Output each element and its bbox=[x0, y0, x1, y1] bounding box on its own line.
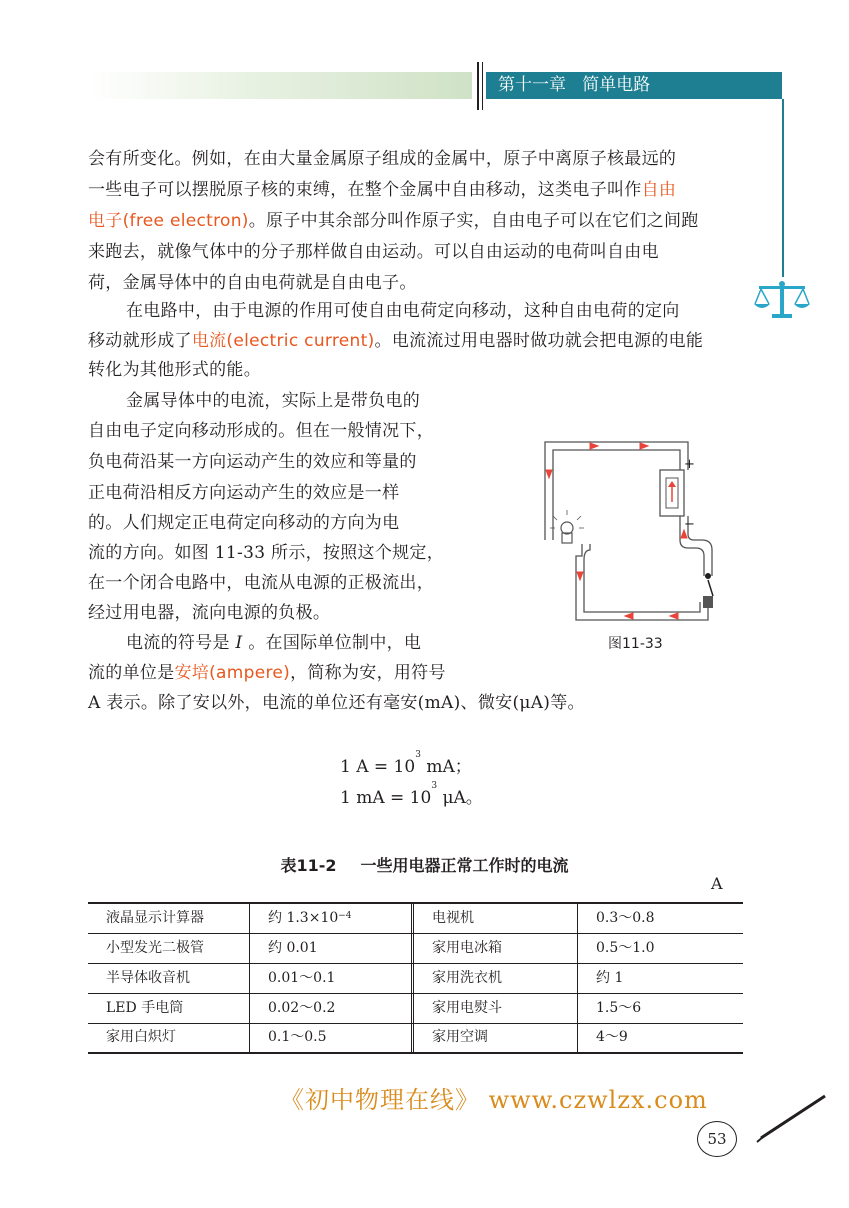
figure-caption: 图11-33 bbox=[608, 636, 663, 652]
text-span: 。在国际单位制中，电 bbox=[242, 633, 422, 653]
keyword-ampere: 安培 bbox=[174, 663, 210, 683]
table-cell: 0.1～0.5 bbox=[250, 1023, 414, 1052]
text-line: 经过用电器，流向电源的负极。 bbox=[88, 603, 331, 623]
text-line bbox=[88, 206, 699, 237]
text-span: 流的单位是 bbox=[88, 663, 175, 683]
formula-part: 1 A = 10 bbox=[340, 757, 416, 777]
battery-plus: + bbox=[684, 457, 695, 472]
text-line: 在电路中，由于电源的作用可使自由电荷定向移动，这种自由电荷的定向 bbox=[126, 301, 680, 321]
text-line: 荷，金属导体中的自由电荷就是自由电子。 bbox=[88, 273, 417, 293]
table-cell-exp: −4 bbox=[338, 911, 352, 921]
table-cell: 1.5～6 bbox=[596, 1000, 642, 1016]
table-cell: 液晶显示计算器 bbox=[88, 904, 250, 933]
text-line: 金属导体中的电流，实际上是带负电的 bbox=[126, 391, 421, 411]
text-span: 一些电子可以摆脱原子核的束缚，在整个金属中自由移动，这类电子叫作 bbox=[88, 180, 642, 200]
table-cell bbox=[250, 904, 414, 933]
formula-part: 1 mA = 10 bbox=[340, 788, 432, 808]
current-symbol: I bbox=[235, 633, 243, 653]
page-number: 53 bbox=[697, 1121, 737, 1157]
table-row bbox=[88, 1023, 743, 1052]
text-line: 的。人们规定正电荷定向移动的方向为电 bbox=[88, 513, 400, 533]
table-cell: 家用洗衣机 bbox=[414, 964, 578, 993]
table-cell: LED 手电筒 bbox=[88, 994, 250, 1023]
keyword-current-en: (electric current) bbox=[226, 331, 375, 351]
site-watermark-logo: 《初中物理在线》 www.czwlzx.com bbox=[280, 1086, 708, 1114]
text-line: 转化为其他形式的能。 bbox=[88, 360, 261, 380]
keyword-ampere-en: (ampere) bbox=[209, 663, 291, 683]
header-divider-thin bbox=[482, 62, 483, 110]
text-line bbox=[88, 326, 703, 357]
formula-part: μA。 bbox=[437, 788, 483, 808]
formula-part: mA； bbox=[420, 757, 472, 777]
table-row bbox=[88, 904, 743, 933]
table-cell: 0.02～0.2 bbox=[250, 994, 414, 1023]
text-line: 正电荷沿相反方向运动产生的效应是一样 bbox=[88, 483, 400, 503]
table-cell: 0.01～0.1 bbox=[250, 964, 414, 993]
text-span: 移动就形成了 bbox=[88, 331, 192, 351]
text-line: 会有所变化。例如，在由大量金属原子组成的金属中，原子中离原子核最远的 bbox=[88, 149, 677, 169]
formula-exponent: 3 bbox=[415, 750, 421, 760]
text-line: 负电荷沿某一方向运动产生的效应和等量的 bbox=[88, 452, 417, 472]
side-accent-line bbox=[782, 99, 784, 277]
table-row bbox=[88, 964, 743, 993]
battery-minus: − bbox=[684, 517, 695, 532]
text-line: 来跑去，就像气体中的分子那样做自由运动。可以自由运动的电荷叫自由电 bbox=[88, 242, 659, 262]
table-cell: 家用电熨斗 bbox=[414, 994, 578, 1023]
formula-exponent: 3 bbox=[431, 781, 438, 791]
header-gradient-bar bbox=[90, 72, 472, 99]
text-line: 自由电子定向移动形成的。但在一般情况下， bbox=[88, 421, 434, 441]
table-cell: 0.5～1.0 bbox=[596, 940, 655, 956]
table-cell: 家用空调 bbox=[414, 1023, 578, 1052]
circuit-figure bbox=[520, 430, 745, 630]
text-span: ，简称为安，用符号 bbox=[290, 663, 446, 683]
text-span: 。电流流过用电器时做功就会把电源的电能 bbox=[374, 331, 704, 351]
keyword-current: 电流 bbox=[191, 331, 227, 351]
current-table bbox=[88, 902, 743, 1054]
table-cell: 小型发光二极管 bbox=[88, 934, 250, 963]
balance-scale-icon bbox=[753, 280, 811, 320]
table-row bbox=[88, 934, 743, 963]
text-line: 在一个闭合电路中，电流从电源的正极流出， bbox=[88, 573, 434, 593]
table-cell: 0.3～0.8 bbox=[596, 910, 655, 926]
table-cell: 家用白炽灯 bbox=[88, 1023, 250, 1052]
table-unit: A bbox=[711, 874, 723, 893]
text-line bbox=[88, 175, 676, 206]
text-span: 。原子中其余部分叫作原子实，自由电子可以在它们之间跑 bbox=[248, 211, 699, 231]
keyword-free-electron: 自由 bbox=[641, 180, 677, 200]
table-cell: 电视机 bbox=[414, 904, 578, 933]
table-cell-base: 约 1.3×10 bbox=[268, 910, 339, 926]
text-line: 流的方向。如图 11-33 所示，按照这个规定， bbox=[88, 543, 445, 563]
table-cell: 约 1 bbox=[596, 970, 624, 986]
table-cell: 约 0.01 bbox=[250, 934, 414, 963]
keyword-free-electron-cont: 电子 bbox=[88, 211, 123, 231]
text-span: 电流的符号是 bbox=[126, 633, 236, 653]
table-row bbox=[88, 994, 743, 1023]
text-line bbox=[126, 628, 421, 659]
pen-icon bbox=[755, 1090, 835, 1150]
table-number: 表11-2 bbox=[280, 856, 337, 875]
keyword-free-electron-en: (free electron) bbox=[122, 211, 249, 231]
text-line: A 表示。除了安以外，电流的单位还有毫安(mA)、微安(μA)等。 bbox=[88, 693, 585, 713]
chapter-title: 第十一章 简单电路 bbox=[486, 72, 782, 99]
table-title bbox=[0, 853, 849, 876]
table-cell: 半导体收音机 bbox=[88, 964, 250, 993]
header-divider bbox=[477, 62, 479, 110]
table-title-text: 一些用电器正常工作时的电流 bbox=[360, 856, 569, 875]
formula-line-2 bbox=[340, 783, 483, 808]
formula-line-1 bbox=[340, 752, 472, 777]
table-cell: 4～9 bbox=[596, 1029, 628, 1045]
table-cell: 家用电冰箱 bbox=[414, 934, 578, 963]
text-line bbox=[88, 658, 446, 689]
